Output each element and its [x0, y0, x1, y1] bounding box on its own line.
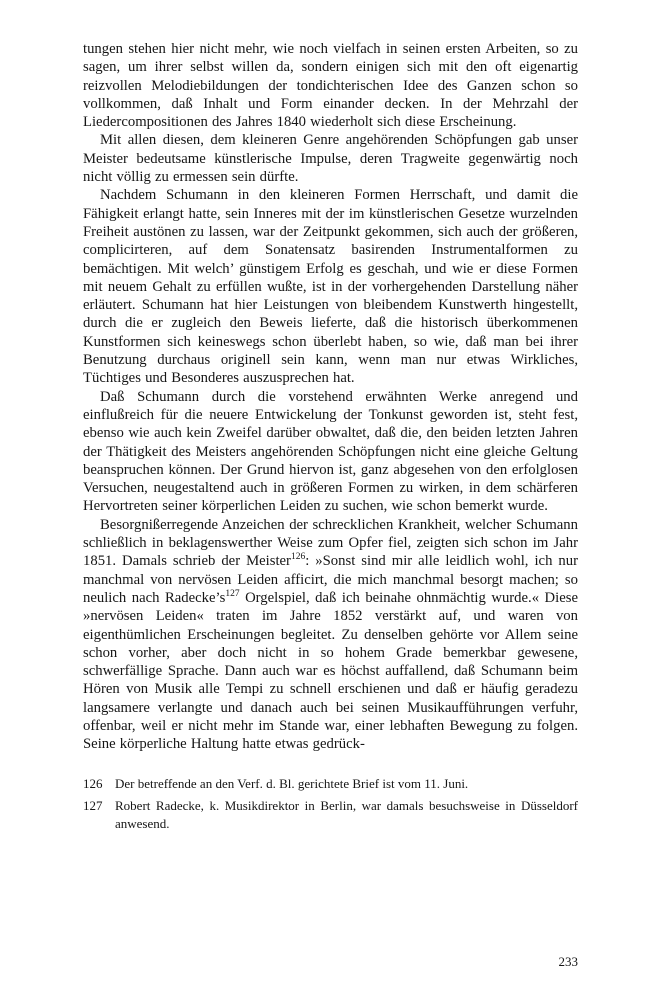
footnote [83, 775, 578, 793]
paragraph-1: tungen stehen hier nicht mehr, wie noch vielfach in seinen ersten Arbeiten, so zu sagen, um ihrer selbst willen da, sondern einigen sich mit den oft eigenartig reizvollen Melodiebildungen der tondichterischen Idee des Ganzen schon so vollkommen, daß Inhalt und Form einander decken. In der Mehrzahl der Liedercompositionen des Jahres 1840 wiederholt sich diese Erscheinung. [83, 41, 578, 131]
footnote-ref-126: 126 [290, 552, 306, 563]
footnote-ref-127: 127 [225, 589, 240, 600]
paragraph-5-text: : »Sonst sind mir alle leidlich wohl, ich nur manchmal von nervösen Leiden afficirt, die mich manchmal besorgt machen; so neulich nach Radecke’s [83, 553, 578, 606]
footnote [83, 797, 578, 832]
footnotes-block [83, 775, 578, 833]
footnote-text: Der betreffende an den Verf. d. Bl. gerichtete Brief ist vom 11. Juni. [115, 775, 469, 791]
paragraph-4: Daß Schumann durch die vorstehend erwähnten Werke anregend und einflußreich für die neuere Entwickelung der Tonkunst geworden ist, steht fest, ebenso wie auch kein Zweifel darüber obwaltet, daß die, den beiden letzten Jahren der Thätigkeit des Meisters angehörenden Schöpfungen nicht eine gleiche Geltung beanspruchen können. Der Grund hiervon ist, ganz abgesehen von den erfolglosen Versuchen, neugestaltend auch in größeren Formen zu wirken, in dem schärferen Hervortreten seiner körperlichen Leiden zu suchen, wie schon bemerkt wurde. [83, 388, 578, 515]
paragraph-3: Nachdem Schumann in den kleineren Formen Herrschaft, und damit die Fähigkeit erlangt hatte, sein Inneres mit der im künstlerischen Gesetze wurzelnden Freiheit austönen zu lassen, war der Zeitpunkt gekommen, sich auch der größeren, complicirteren, auf dem Sonatensatz basirenden Instrumentalformen zu bemächtigen. Mit welch’ günstigem Erfolg es geschah, und wie er diese Formen mit neuem Gehalt zu erfüllen wußte, ist in der vorhergehenden Darstellung näher erläutert. Schumann hat hier Leistungen von bleibendem Kunstwerth hingestellt, durch die er zugleich den Beweis lieferte, daß die historisch überkommenen Kunstformen sich keineswegs schon überlebt haben, so wie, daß man bei ihrer Benutzung durchaus originell sein kann, wenn man nur etwas Wirkliches, Tüchtiges und Besonderes auszusprechen hat. [83, 187, 578, 387]
paragraph-2: Mit allen diesen, dem kleineren Genre angehörenden Schöpfungen gab unser Meister bedeutsame künstlerische Impulse, deren Tragweite gegenwärtig noch nicht völlig zu ermessen sein dürfte. [83, 132, 578, 186]
footnote-number: 126 [83, 775, 103, 791]
paragraph-5 [83, 516, 578, 754]
main-text-block [83, 40, 578, 754]
footnote-number: 127 [83, 798, 103, 814]
page-number: 233 [558, 954, 578, 969]
footnote-text: Robert Radecke, k. Musikdirektor in Berlin, war damals besuchsweise in Düsseldorf anwesend. [115, 798, 578, 831]
paragraph-5-text: Besorgnißerregende Anzeichen der schrecklichen Krankheit, welcher Schumann schließlich in beklagenswerther Weise zum Opfer fiel, zeigten sich schon im Jahr 1851. Damals schrieb der Meister [83, 516, 578, 570]
paragraph-5-text: Orgelspiel, daß ich beinahe ohnmächtig wurde.« Diese »nervösen Leiden« traten im Jahre 1852 verstärkt auf, und waren von eigenthümlichen Erscheinungen begleitet. Zu denselben gehörte vor Allem seine schon vorher, aber doch nicht in so hohem Grade bemerkbar gewesene, schwerfällige Sprache. Dann auch war es höchst auffallend, daß Schumann beim Hören von Musik alle Tempi zu schnell erschienen und daß er häufig geradezu langsamere verlangte und danach auch bei seinen Musikaufführungen verfuhr, offenbar, weil er nicht mehr im Stande war, einer lebhaften Bewegung zu folgen. Seine körperliche Haltung hatte etwas gedrück- [83, 589, 579, 753]
